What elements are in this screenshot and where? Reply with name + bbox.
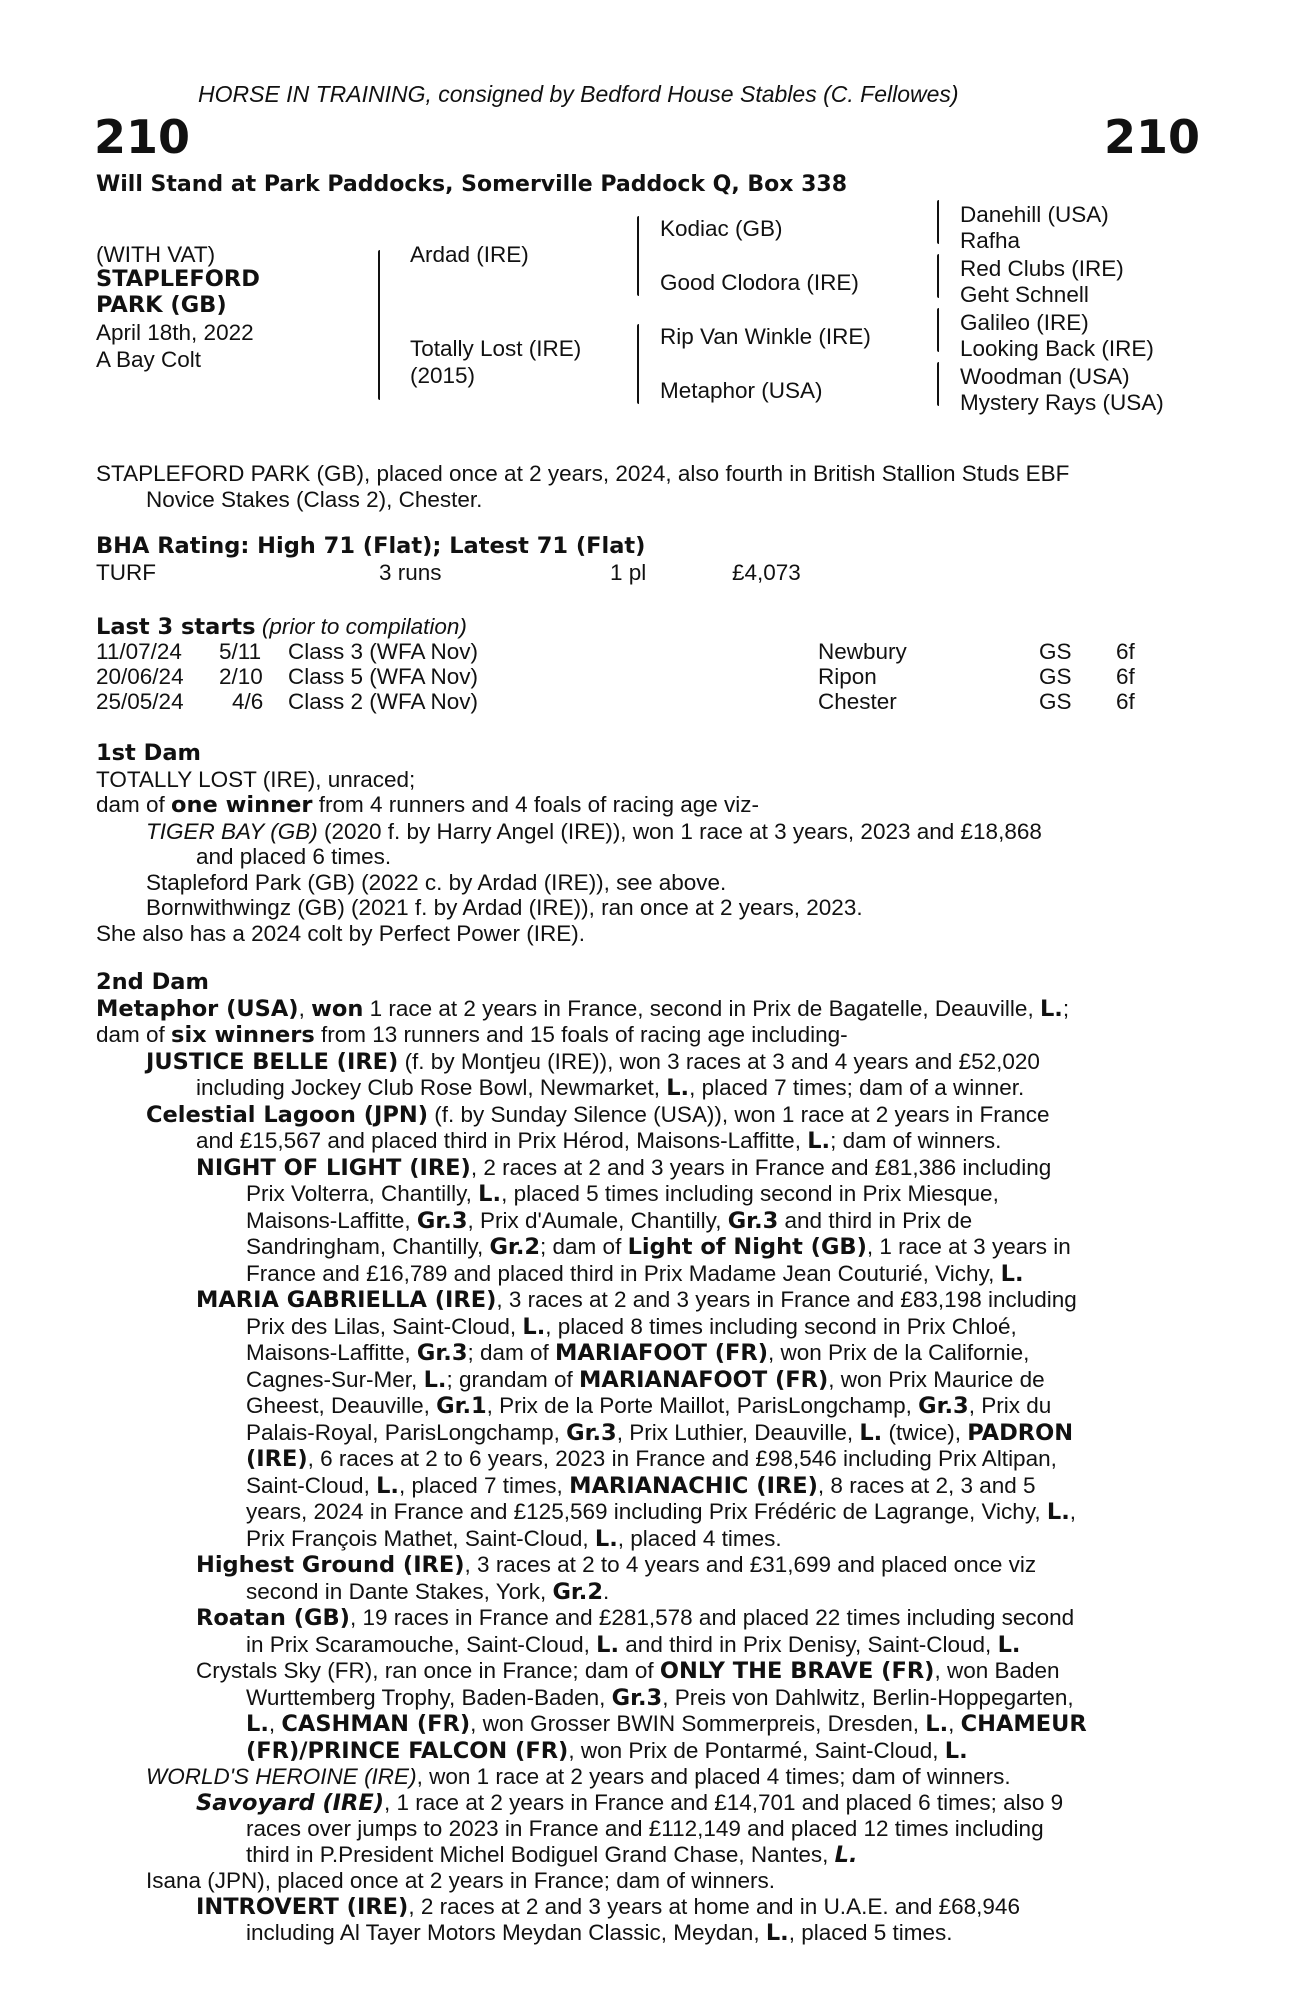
foaling-date: April 18th, 2022 <box>96 320 254 345</box>
pedigree-dam-dam: Metaphor (USA) <box>660 378 823 403</box>
stabling-location: Will Stand at Park Paddocks, Somerville Paddock Q, Box 338 <box>96 172 848 197</box>
pedigree-dam-year: (2015) <box>410 363 476 388</box>
pedigree-sire: Ardad (IRE) <box>410 242 529 267</box>
pedigree-sds: Red Clubs (IRE) <box>960 256 1124 281</box>
pedigree-sire-sire: Kodiac (GB) <box>660 216 783 241</box>
horse-description: A Bay Colt <box>96 347 202 372</box>
first-dam-section: 1st Dam TOTALLY LOST (IRE), unraced; dam of one winner from 4 runners and 4 foals of racing age viz- TIGER BAY (GB) (2020 f. by Harry Angel (IRE)), won 1 race at 3 years, 2023 and £18,868 and placed 6 times. Stapleford Park (GB) (2022 c. by Ardad (IRE)), see above. Bornwithwingz (GB) (2021 f. by Ardad (IRE)), ran once at 2 years, 2023. She also has a 2024 colt by Perfect Power (IRE). <box>96 741 1200 946</box>
vat-note: (WITH VAT) <box>96 242 216 267</box>
pedigree-sire-dam: Good Clodora (IRE) <box>660 270 859 295</box>
pedigree-sss: Danehill (USA) <box>960 202 1109 227</box>
pedigree-dam: Totally Lost (IRE) <box>410 336 582 361</box>
pedigree-brace-ss <box>937 200 939 244</box>
pedigree-brace-dd <box>937 362 939 406</box>
catalogue-title: HORSE IN TRAINING, consigned by Bedford House Stables (C. Fellowes) <box>198 81 959 107</box>
bha-rating-heading: BHA Rating: High 71 (Flat); Latest 71 (Flat) <box>96 533 646 559</box>
pedigree-dds: Woodman (USA) <box>960 364 1130 389</box>
pedigree-dsd: Looking Back (IRE) <box>960 336 1154 361</box>
lot-number-left: 210 <box>94 110 191 164</box>
lot-number-right: 210 <box>1104 110 1201 164</box>
pedigree-brace-ds <box>937 308 939 352</box>
pedigree-brace-sire <box>637 216 639 296</box>
pedigree-brace-dam <box>637 324 639 404</box>
first-dam-heading: 1st Dam <box>96 740 201 766</box>
pedigree-dss: Galileo (IRE) <box>960 310 1089 335</box>
second-dam-section: 2nd Dam Metaphor (USA), won 1 race at 2 years in France, second in Prix de Bagatelle, Deauville, L.; dam of six winners from 13 runners and 15 foals of racing age including- JUSTICE BELLE (IRE) (f. by Montjeu (IRE)), won 3 races at 3 and 4 years and £52,020 including Jockey Club Rose Bowl, Newmarket, L., placed 7 times; dam of a winner. Celestial Lagoon (JPN) (f. by Sunday Silence (USA)), won 1 race at 2 years in France and £15,567 and placed third in Prix Hérod, Maisons-Laffitte, L.; dam of winners. NIGHT OF LIGHT (IRE), 2 races at 2 and 3 years in France and £81,386 including Prix Volterra, Chantilly, L., placed 5 times including second in Prix Miesque, Maisons-Laffitte, Gr.3, Prix d'Aumale, Chantilly, Gr.3 and third in Prix de Sandringham, Chantilly, Gr.2; dam of Light of Night (GB), 1 race at 3 years in France and £16,789 and placed third in Prix Madame Jean Couturié, Vichy, L. MARIA GABRIELLA (IRE), 3 races at 2 and 3 years in France and £83,198 including Prix des Lilas, Saint-Cloud, L., placed 8 times including second in Prix Chloé, Maisons-Laffitte, Gr.3; dam of MARIAFOOT (FR), won Prix de la Californie, Cagnes-Sur-Mer, L.; grandam of MARIANAFOOT (FR), won Prix Maurice de Gheest, Deauville, Gr.1, Prix de la Porte Maillot, ParisLongchamp, Gr.3, Prix du Palais-Royal, ParisLongchamp, Gr.3, Prix Luthier, Deauville, L. (twice), PADRON (IRE), 6 races at 2 to 6 years, 2023 in France and £98,546 including Prix Altipan, Saint-Cloud, L., placed 7 times, MARIANACHIC (IRE), 8 races at 2, 3 and 5 years, 2024 in France and £125,569 including Prix Frédéric de Lagrange, Vichy, L., Prix François Mathet, Saint-Cloud, L., placed 4 times. Highest Ground (IRE), 3 races at 2 to 4 years and £31,699 and placed once viz second in Dante Stakes, York, Gr.2. Roatan (GB), 19 races in France and £281,578 and placed 22 times including second in Prix Scaramouche, Saint-Cloud, L. and third in Prix Denisy, Saint-Cloud, L. Crystals Sky (FR), ran once in France; dam of ONLY THE BRAVE (FR), won Baden Wurttemberg Trophy, Baden-Baden, Gr.3, Preis von Dahlwitz, Berlin-Hoppegarten, L., CASHMAN (FR), won Grosser BWIN Sommerpreis, Dresden, L., CHAMEUR (FR)/PRINCE FALCON (FR), won Prix de Pontarmé, Saint-Cloud, L. WORLD'S HEROINE (IRE), won 1 race at 2 years and placed 4 times; dam of winners. Savoyard (IRE), 1 race at 2 years in France and £14,701 and placed 6 times; also 9 races over jumps to 2023 in France and £112,149 and placed 12 times including third in P.President Michel Bodiguel Grand Chase, Nantes, L. Isana (JPN), placed once at 2 years in France; dam of winners. INTROVERT (IRE), 2 races at 2 and 3 years at home and in U.A.E. and £68,946 including Al Tayer Motors Meydan Classic, Meydan, L., placed 5 times. <box>96 970 1200 1947</box>
pedigree-dam-sire: Rip Van Winkle (IRE) <box>660 324 871 349</box>
pedigree-ddd: Mystery Rays (USA) <box>960 390 1164 415</box>
pedigree-brace-main <box>378 250 380 400</box>
pedigree-ssd: Rafha <box>960 228 1021 253</box>
horse-name-line1: STAPLEFORD <box>96 266 260 292</box>
race-summary: STAPLEFORD PARK (GB), placed once at 2 years, 2024, also fourth in British Stallion Studs EBF Novice Stakes (Class 2), Chester. <box>96 461 1070 512</box>
second-dam-heading: 2nd Dam <box>96 969 209 995</box>
horse-name-line2: PARK (GB) <box>96 292 227 318</box>
pedigree-brace-sd <box>937 254 939 298</box>
last-starts-heading: Last 3 starts (prior to compilation) <box>96 614 467 640</box>
pedigree-sdd: Geht Schnell <box>960 282 1089 307</box>
